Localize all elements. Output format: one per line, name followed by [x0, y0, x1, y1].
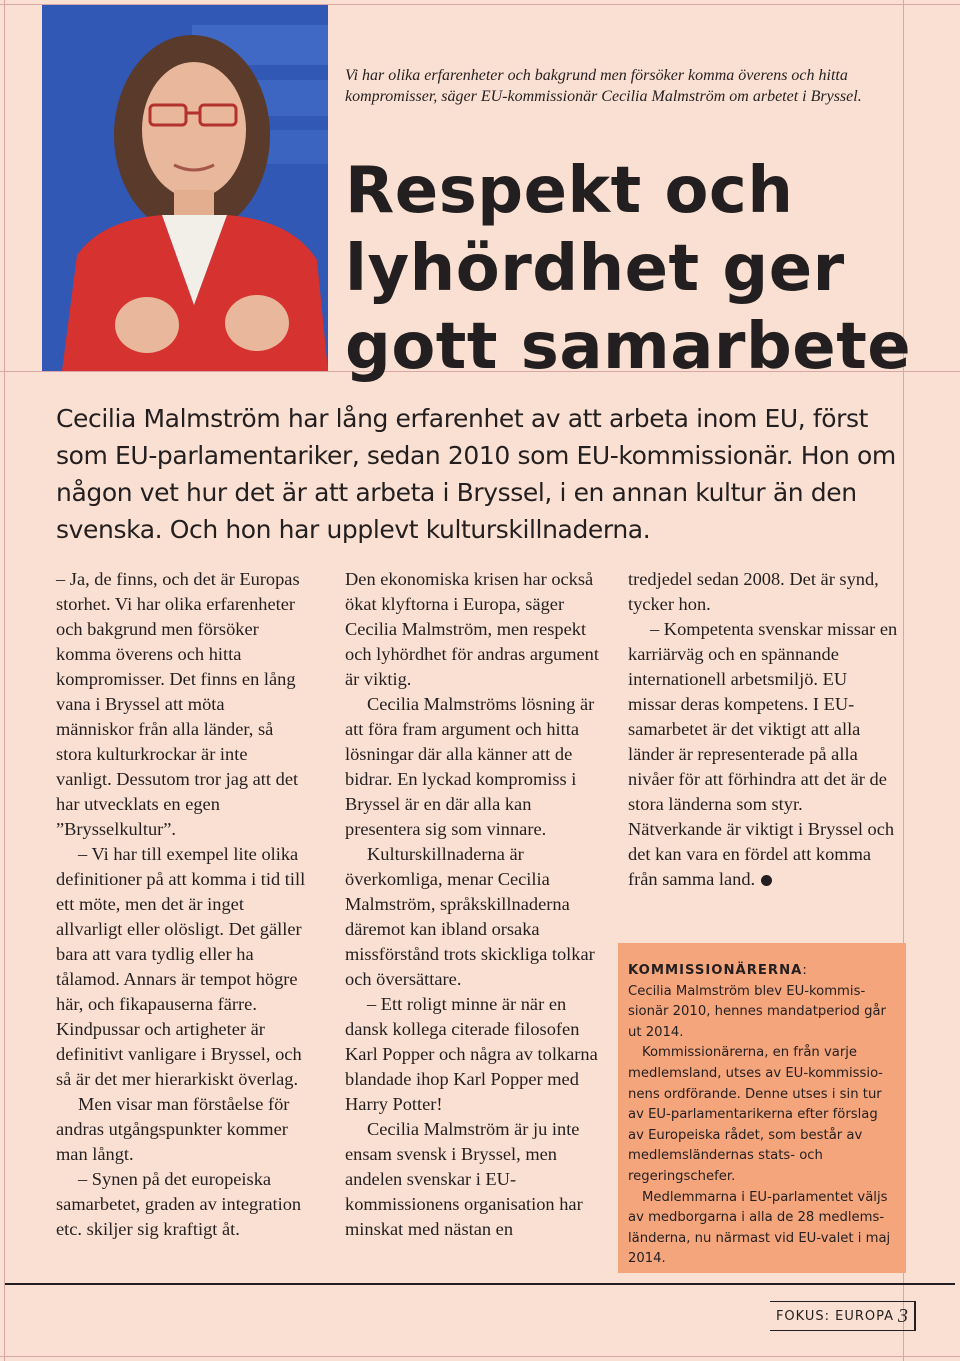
fact-box-title: KOMMISSIONÄRERNA — [628, 963, 803, 978]
page-number: 3 — [898, 1304, 908, 1327]
end-mark-icon — [761, 875, 772, 886]
footer-section-badge — [770, 1301, 916, 1331]
body-column-3 — [628, 567, 898, 892]
fact-box-heading — [628, 961, 894, 982]
footer-section-label: FOKUS: EUROPA — [775, 1308, 894, 1324]
fact-box-paragraph: Cecilia Malmström blev EU-kommissionär 2010, hennes mandatperiod går ut 2014. — [628, 983, 886, 1040]
headline-line-2: lyhördhet ger — [345, 232, 845, 306]
fact-box — [618, 943, 906, 1273]
headline — [345, 152, 925, 386]
bottom-guide-line — [0, 1356, 960, 1357]
paragraph: Cecilia Malmström är ju inte ensam svensk i Bryssel, men andelen svenskar i EU-kommissionens organisation har minskat med nästan en — [345, 1119, 583, 1239]
paragraph-with-endmark — [628, 617, 898, 892]
footer-rule — [5, 1283, 955, 1285]
paragraph: – Vi har till exempel lite olika definitioner på att komma i tid till ett möte, men det är inget allvarligt eller olösligt. Det gäller bara att vara tydlig eller ha tålamod. Annars är tempot högre här, och fikapauserna färre. Kindpussar och artigheter är definitivt vanligare i Bryssel, och så är det mer hierarkiskt överlag. — [56, 844, 306, 1089]
body-column-2 — [345, 567, 610, 1242]
portrait-photo — [42, 5, 328, 371]
paragraph: Kulturskillnaderna är överkomliga, menar Cecilia Malmström, språkskillnaderna däremot kan ibland orsaka missförstånd trots skickliga tolkar och översättare. — [345, 844, 595, 989]
intro-quote: Vi har olika erfarenheter och bakgrund men försöker komma överens och hitta kompromisser, säger EU-kommissionär Cecilia Malmström om arbetet i Bryssel. — [345, 67, 862, 105]
paragraph-text: – Kompetenta svenskar missar en karriärväg och en spännande internationell arbetsmiljö. EU missar deras kompetens. I EU-samarbetet är det viktigt att alla länder är representerade på alla nivåer för att förhindra att det är de stora länderna som styr. Nätverkande är viktigt i Bryssel och det kan vara en fördel att komma från samma land. — [628, 619, 898, 889]
paragraph: tredjedel sedan 2008. Det är synd, tycker hon. — [628, 569, 879, 614]
paragraph: – Ja, de finns, och det är Europas storhet. Vi har olika erfarenheter och bakgrund men försöker komma överens och hitta kompromisser. Det finns en lång vana i Bryssel att möta människor från alla länder, så stora kulturkrockar är inte vanligt. Dessutom tror jag att det har utvecklats en egen ”Brysselkultur”. — [56, 569, 300, 839]
left-guide-line — [4, 0, 5, 1361]
fact-box-paragraph: Medlemmarna i EU-parlamentet väljs av medborgarna i alla de 28 medlemsländerna, nu närmast vid EU-valet i maj 2014. — [628, 1189, 891, 1267]
paragraph: – Ett roligt minne är när en dansk kollega citerade filosofen Karl Popper och några av tolkarna blandade ihop Karl Popper med Harry Potter! — [345, 994, 598, 1114]
ingress: Cecilia Malmström har lång erfarenhet av att arbeta inom EU, först som EU-parlamentariker, sedan 2010 som EU-kommissionär. Hon om någon vet hur det är att arbeta i Bryssel, i en annan kultur än den svenska. Och hon har upplevt kulturskillnaderna. — [56, 404, 896, 544]
body-column-1 — [56, 567, 306, 1242]
headline-line-3: gott samarbete — [345, 310, 912, 384]
fact-box-paragraph: Kommissionärerna, en från varje medlemsland, utses av EU-kommissionens ordförande. Denne utses i sin tur av EU-parlamentarikerna efter förslag av Europeiska rådet, som består av medlemsländernas stats- och regeringschefer. — [628, 1045, 883, 1184]
paragraph: Den ekonomiska krisen har också ökat klyftorna i Europa, säger Cecilia Malmström, men respekt och lyhördhet för andras argument är viktig. — [345, 569, 599, 689]
portrait-illustration — [42, 5, 328, 371]
paragraph: – Synen på det europeiska samarbetet, graden av integration etc. skiljer sig kraftigt åt. — [56, 1169, 302, 1239]
paragraph: Cecilia Malmströms lösning är att föra fram argument och hitta lösningar där alla känner att de bidrar. En lyckad kompromiss i Bryssel är en där alla kan presentera sig som vinnare. — [345, 694, 595, 839]
paragraph: Men visar man förståelse för andras utgångspunkter kommer man långt. — [56, 1094, 290, 1164]
headline-line-1: Respekt och — [345, 154, 794, 228]
fact-box-title-colon: : — [802, 963, 807, 978]
